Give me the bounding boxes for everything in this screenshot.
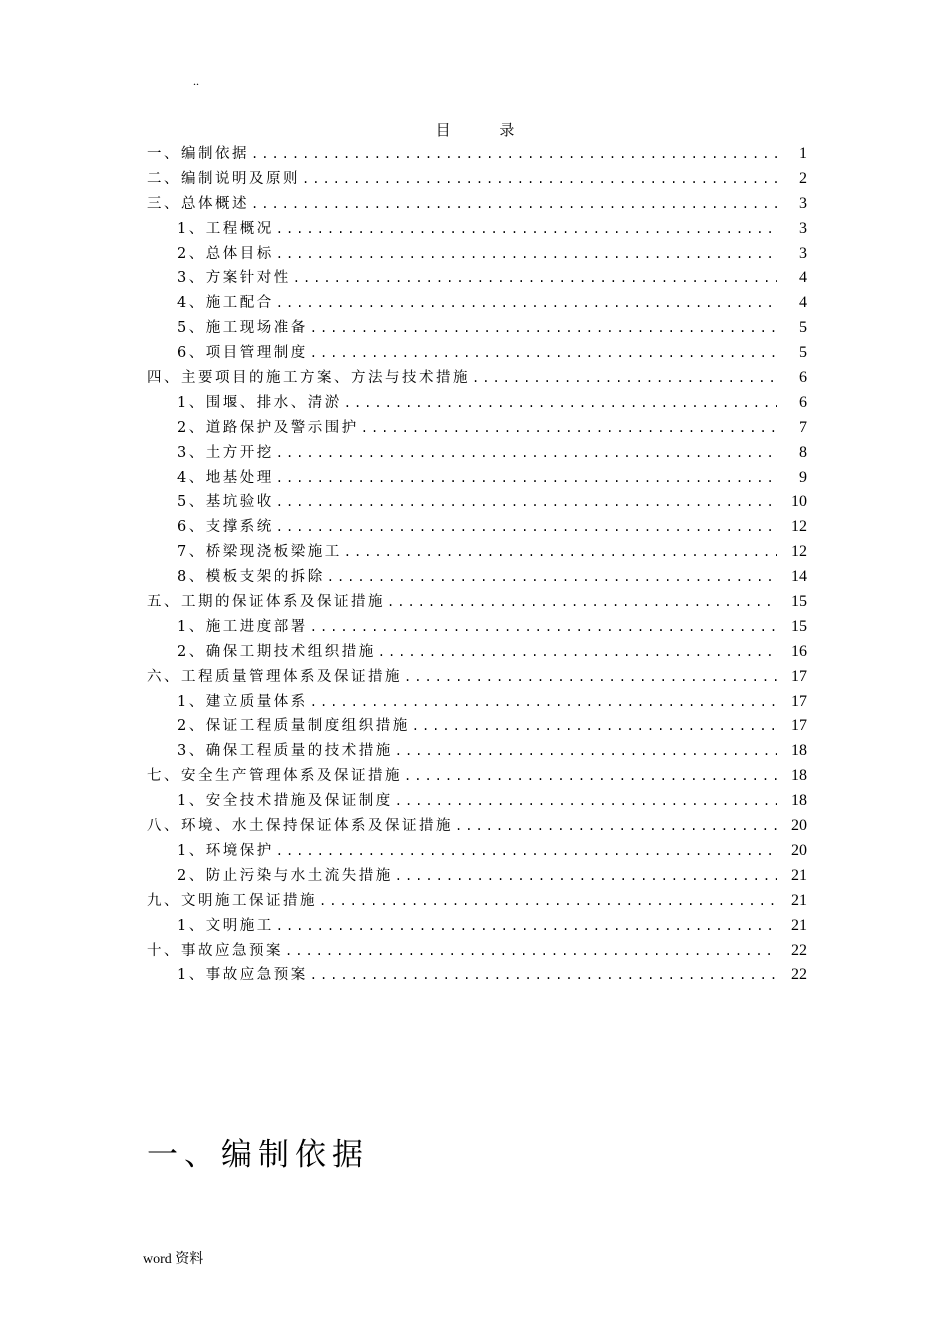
toc-subentry[interactable] (147, 565, 807, 590)
toc-entry-page: 6 (799, 369, 807, 387)
toc-entry-page: 17 (791, 692, 807, 710)
toc-subentry[interactable] (147, 839, 807, 864)
toc-entry-page: 3 (799, 194, 807, 212)
toc-entry-text: 1、工程概况 (177, 220, 274, 237)
toc-subentry[interactable] (147, 416, 807, 441)
toc-entry-page: 21 (791, 866, 807, 884)
toc-entry[interactable] (147, 665, 807, 690)
toc-entry-text: 1、施工进度部署 (177, 618, 308, 635)
toc-subentry[interactable] (147, 690, 807, 715)
toc-leader-dots (302, 167, 777, 192)
toc-entry-page: 4 (799, 294, 807, 312)
toc-leader-dots (276, 217, 777, 242)
toc-entry-page: 20 (791, 817, 807, 835)
toc-leader-dots (310, 615, 777, 640)
toc-entry-text: 四、主要项目的施工方案、方法与技术措施 (147, 370, 470, 387)
toc-subentry[interactable] (147, 266, 807, 291)
toc-leader-dots (310, 341, 777, 366)
toc-subentry[interactable] (147, 242, 807, 267)
toc-entry-page: 21 (791, 916, 807, 934)
toc-entry-page: 12 (791, 543, 807, 561)
toc-entry-page: 15 (791, 617, 807, 635)
toc-entry-page: 6 (799, 393, 807, 411)
toc-entry-text: 4、施工配合 (177, 295, 274, 312)
toc-leader-dots (251, 192, 777, 217)
toc-entry-text: 七、安全生产管理体系及保证措施 (147, 768, 402, 785)
header-mark: .. (193, 74, 199, 88)
toc-entry-page: 17 (791, 667, 807, 685)
toc-subentry[interactable] (147, 490, 807, 515)
toc-entry-page: 3 (799, 219, 807, 237)
toc-entry-page: 21 (791, 891, 807, 909)
toc-entry[interactable] (147, 366, 807, 391)
toc-entry[interactable] (147, 814, 807, 839)
toc-leader-dots (395, 864, 777, 889)
toc-leader-dots (276, 441, 777, 466)
toc-entry-page: 18 (791, 767, 807, 785)
toc-entry-page: 5 (799, 344, 807, 362)
toc-leader-dots (395, 789, 777, 814)
toc-entry-text: 十、事故应急预案 (147, 942, 283, 959)
toc-entry-text: 2、保证工程质量制度组织措施 (177, 718, 410, 735)
toc-entry-page: 4 (799, 269, 807, 287)
toc-entry-text: 3、确保工程质量的技术措施 (177, 743, 393, 760)
toc-entry-text: 2、总体目标 (177, 245, 274, 262)
toc-entry-page: 2 (799, 169, 807, 187)
section-heading: 一、编制依据 (147, 1136, 369, 1173)
toc-leader-dots (395, 739, 777, 764)
toc-leader-dots (276, 914, 777, 939)
toc-entry-text: 4、地基处理 (177, 469, 274, 486)
toc-leader-dots (404, 665, 777, 690)
toc-leader-dots (310, 690, 777, 715)
toc-entry-text: 6、项目管理制度 (177, 345, 308, 362)
toc-entry[interactable] (147, 939, 807, 964)
toc-entry-text: 3、方案针对性 (177, 270, 291, 287)
toc-subentry[interactable] (147, 914, 807, 939)
toc-entry-page: 12 (791, 518, 807, 536)
toc-entry-text: 5、基坑验收 (177, 494, 274, 511)
toc-subentry[interactable] (147, 291, 807, 316)
toc-entry-page: 18 (791, 742, 807, 760)
toc-entry-text: 6、支撑系统 (177, 519, 274, 536)
toc-leader-dots (276, 242, 777, 267)
toc-subentry[interactable] (147, 515, 807, 540)
toc-subentry[interactable] (147, 789, 807, 814)
toc-entry-text: 六、工程质量管理体系及保证措施 (147, 668, 402, 685)
toc-entry-text: 1、建立质量体系 (177, 693, 308, 710)
toc-entry-page: 8 (799, 443, 807, 461)
toc-leader-dots (276, 466, 777, 491)
toc-entry-text: 1、事故应急预案 (177, 967, 308, 984)
toc-leader-dots (327, 565, 777, 590)
toc-entry-text: 八、环境、水土保持保证体系及保证措施 (147, 818, 453, 835)
toc-entry-page: 18 (791, 792, 807, 810)
toc-leader-dots (455, 814, 777, 839)
toc-leader-dots (319, 889, 777, 914)
toc-entry-text: 7、桥梁现浇板梁施工 (177, 544, 342, 561)
toc-entry-text: 一、编制依据 (147, 146, 249, 162)
toc-entry-page: 15 (791, 593, 807, 611)
table-of-contents (147, 142, 807, 988)
toc-entry-page: 7 (799, 418, 807, 436)
toc-leader-dots (276, 515, 777, 540)
toc-entry-text: 1、安全技术措施及保证制度 (177, 793, 393, 810)
toc-leader-dots (251, 142, 777, 167)
toc-leader-dots (472, 366, 777, 391)
toc-leader-dots (276, 839, 777, 864)
toc-entry-text: 1、围堰、排水、清淤 (177, 394, 342, 411)
toc-leader-dots (404, 764, 777, 789)
toc-entry[interactable] (147, 167, 807, 192)
toc-subentry[interactable] (147, 963, 807, 988)
toc-subentry[interactable] (147, 615, 807, 640)
toc-entry-page: 10 (791, 493, 807, 511)
toc-entry-text: 五、工期的保证体系及保证措施 (147, 594, 385, 611)
toc-subentry[interactable] (147, 441, 807, 466)
toc-entry-page: 1 (799, 145, 807, 162)
toc-subentry[interactable] (147, 466, 807, 491)
toc-entry-text: 1、文明施工 (177, 917, 274, 934)
toc-entry-text: 2、道路保护及警示围护 (177, 419, 359, 436)
toc-subentry[interactable] (147, 391, 807, 416)
toc-entry-page: 5 (799, 319, 807, 337)
toc-subentry[interactable] (147, 864, 807, 889)
toc-entry-page: 22 (791, 941, 807, 959)
toc-entry[interactable] (147, 889, 807, 914)
toc-entry-page: 14 (791, 568, 807, 586)
toc-leader-dots (276, 291, 777, 316)
toc-leader-dots (387, 590, 777, 615)
toc-entry-page: 17 (791, 717, 807, 735)
toc-entry[interactable] (147, 192, 807, 217)
toc-entry[interactable] (147, 142, 807, 167)
toc-entry-text: 二、编制说明及原则 (147, 170, 300, 187)
toc-leader-dots (276, 490, 777, 515)
toc-leader-dots (310, 316, 777, 341)
toc-leader-dots (344, 391, 777, 416)
footer-label: word 资料 (143, 1252, 204, 1267)
toc-subentry[interactable] (147, 341, 807, 366)
toc-entry-text: 3、土方开挖 (177, 444, 274, 461)
toc-leader-dots (412, 714, 777, 739)
toc-subentry[interactable] (147, 640, 807, 665)
toc-leader-dots (285, 939, 777, 964)
toc-subentry[interactable] (147, 316, 807, 341)
toc-subentry[interactable] (147, 540, 807, 565)
toc-subentry[interactable] (147, 714, 807, 739)
toc-entry-page: 16 (791, 642, 807, 660)
toc-entry-page: 22 (791, 966, 807, 984)
toc-entry-page: 20 (791, 841, 807, 859)
toc-title: 目 录 (435, 121, 537, 139)
toc-leader-dots (378, 640, 777, 665)
toc-entry-text: 5、施工现场准备 (177, 320, 308, 337)
toc-entry[interactable] (147, 764, 807, 789)
toc-leader-dots (344, 540, 777, 565)
toc-entry-text: 8、模板支架的拆除 (177, 569, 325, 586)
toc-leader-dots (310, 963, 777, 988)
toc-leader-dots (361, 416, 777, 441)
toc-entry-text: 三、总体概述 (147, 195, 249, 212)
toc-entry-text: 2、确保工期技术组织措施 (177, 643, 376, 660)
toc-entry[interactable] (147, 590, 807, 615)
toc-entry-page: 3 (799, 244, 807, 262)
toc-subentry[interactable] (147, 739, 807, 764)
toc-entry-text: 1、环境保护 (177, 842, 274, 859)
toc-entry-text: 2、防止污染与水土流失措施 (177, 867, 393, 884)
toc-entry-text: 九、文明施工保证措施 (147, 892, 317, 909)
toc-entry-page: 9 (799, 468, 807, 486)
toc-leader-dots (293, 266, 777, 291)
toc-subentry[interactable] (147, 217, 807, 242)
